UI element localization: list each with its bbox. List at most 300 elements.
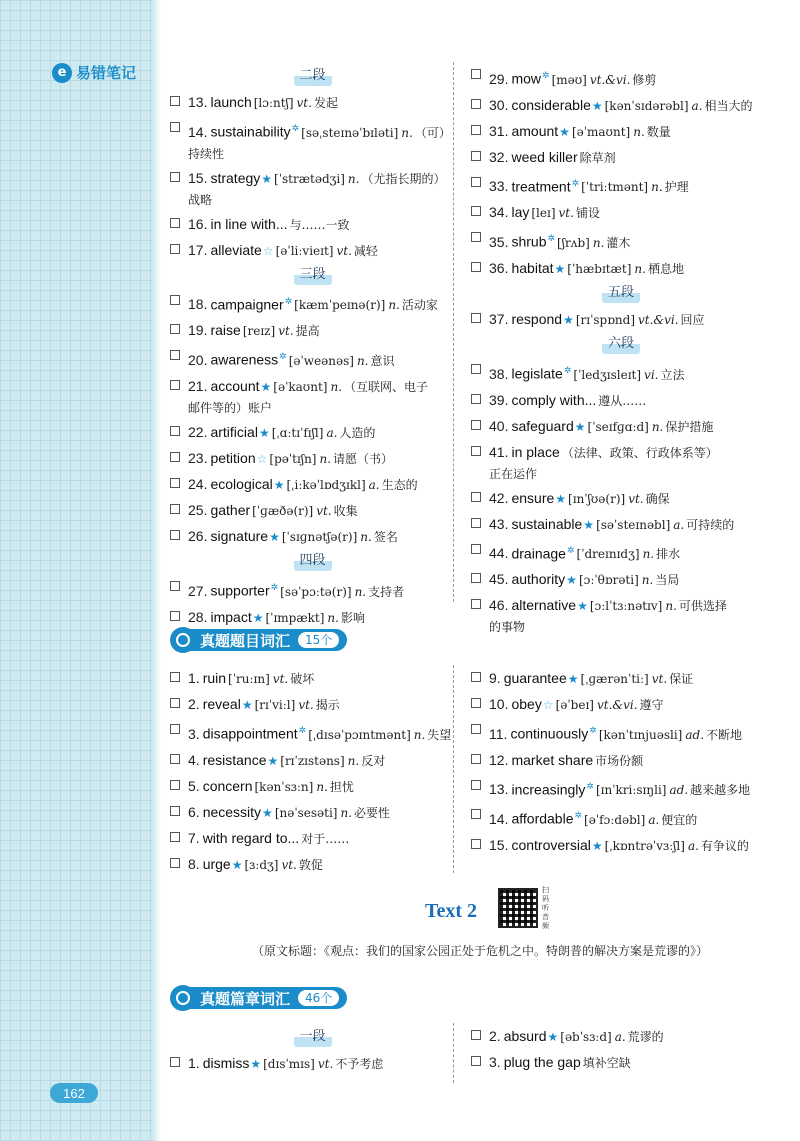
phonetic: [əˈmaʊnt] [571,124,631,139]
checkbox[interactable] [471,518,481,528]
star-icon: ★ [554,261,566,276]
checkbox[interactable] [170,780,180,790]
star-icon: ★ [262,805,273,820]
definition: 有争议的 [700,838,749,853]
checkbox[interactable] [471,754,481,764]
star-outline-icon: ☆ [256,451,268,466]
definition: 保护措施 [665,419,714,434]
entry-word: absurd [503,1028,547,1044]
entry-word: ensure [511,489,555,506]
column-divider [453,665,454,873]
definition: 反对 [361,753,386,768]
vocab-entry [170,345,455,372]
checkbox[interactable] [170,380,180,390]
definition: 请愿（书） [333,451,394,466]
frequency-icon: ✲ [566,544,575,555]
phonetic: [ʃrʌb] [557,235,590,250]
frequency-icon: ✲ [284,295,293,306]
part-of-speech: vt.&vi. [638,312,679,327]
star-icon: ★ [566,573,577,588]
checkbox[interactable] [471,698,481,708]
definition: 数量 [646,124,671,139]
entry-number: 11. [489,725,508,742]
phonetic: [ˌkɒntrəˈvɜːʃl] [604,838,685,853]
count-badge: 15个 [298,632,339,648]
vocab-entry [471,120,771,143]
checkbox[interactable] [471,125,481,135]
checkbox[interactable] [170,96,180,106]
vocab-entry [471,594,771,637]
definition: 担忧 [329,779,354,794]
definition: 敦促 [298,857,323,872]
entry-word: treatment [511,178,571,195]
vocab-entry [471,201,771,224]
magnifier-icon [170,627,196,653]
part-of-speech: vt. [298,698,314,712]
entry-number: 43. [489,515,509,532]
phonetic: [kənˈtɪnjuəsli] [598,727,683,742]
entry-number: 3. [489,1054,501,1070]
checkbox[interactable] [170,504,180,514]
definition-continued: 正在运作 [489,466,538,481]
part-of-speech: a. [648,812,660,827]
entry-word: comply with... [511,391,597,408]
entry-number: 39. [489,391,509,408]
entry-word: safeguard [511,417,574,434]
checkbox[interactable] [170,452,180,462]
frequency-icon: ✲ [563,364,572,375]
star-icon: ★ [269,529,280,544]
checkbox[interactable] [471,1056,481,1066]
vocab-entry [170,499,455,522]
part-of-speech: n. [651,180,663,195]
checkbox[interactable] [170,324,180,334]
part-of-speech: vt. [317,1057,334,1071]
definition: 影响 [340,610,365,625]
phonetic: [ˈɡæðə(r)] [252,503,314,518]
phonetic: [ˈsɪɡnətʃə(r)] [281,529,358,544]
entry-word: mow [511,70,542,87]
entry-number: 45. [489,571,509,588]
star-icon: ★ [241,698,253,712]
part-of-speech: n. [360,529,372,544]
checkbox[interactable] [170,581,180,591]
definition: （尤指长期的） [361,171,446,186]
definition: 确保 [645,491,670,506]
entry-number: 24. [188,475,208,492]
part-of-speech: n. [633,124,645,139]
definition: 可持续的 [686,517,735,532]
part-of-speech: vt. [296,96,312,110]
entry-word: drainage [511,545,566,562]
entry-number: 14. [188,123,208,140]
column-divider [453,62,454,602]
star-icon: ★ [261,171,273,186]
definition: （互联网、电子 [344,379,429,394]
checkbox[interactable] [170,611,180,621]
checkbox[interactable] [471,599,481,609]
checkbox[interactable] [170,672,180,682]
part-of-speech: n. [347,171,360,186]
entry-word: habitat [511,259,554,276]
phonetic: [məʊ] [551,72,587,87]
entry-number: 14. [489,810,509,827]
entry-number: 9. [489,670,501,686]
section-header-passage-vocab [170,985,347,1011]
entry-number: 41. [489,443,509,460]
magnifier-icon [170,985,196,1011]
part-of-speech: n. [651,419,664,434]
part-of-speech: n. [347,753,360,768]
part-of-speech: vt. [272,672,289,686]
paragraph-label: 一段 [294,1027,332,1047]
entry-word: supporter [210,582,270,599]
checkbox[interactable] [170,426,180,436]
definition: 遵从…… [598,393,647,408]
checkbox[interactable] [170,1057,180,1067]
definition: 失望 [427,727,452,742]
checkbox[interactable] [170,806,180,816]
entry-word: alternative [511,597,577,614]
paragraph-label: 三段 [294,265,332,285]
checkbox[interactable] [170,832,180,842]
vocab-entry [170,117,455,164]
page-number: 162 [50,1083,98,1103]
vocab-entry [471,568,771,591]
vocab-entry [170,775,455,798]
part-of-speech: vt.&vi. [596,698,638,712]
checkbox[interactable] [170,698,180,708]
entry-word: considerable [511,96,591,113]
vocab-entry [170,91,455,114]
entry-number: 23. [188,449,208,466]
frequency-icon: ✲ [279,351,287,362]
entry-word: awareness [210,351,279,368]
checkbox[interactable] [471,492,481,502]
part-of-speech: a. [687,838,699,853]
star-icon: ★ [267,753,279,768]
entry-word: in line with... [210,215,288,232]
definition: 除草剂 [579,150,616,165]
entry-number: 8. [188,855,200,872]
definition: 不断地 [706,727,743,742]
checkbox[interactable] [471,394,481,404]
vocab-entry [471,667,771,690]
vocab-entry [170,319,455,342]
vocab-entry [170,239,455,262]
checkbox[interactable] [471,672,481,682]
entry-number: 38. [489,365,509,382]
checkbox[interactable] [471,69,481,79]
checkbox[interactable] [471,364,481,374]
part-of-speech: n. [642,547,655,562]
definition: 人造的 [339,425,376,440]
definition-continued: 的事物 [489,620,526,635]
entry-word: obey [511,696,542,712]
phonetic: [rɪˈspɒnd] [575,312,635,327]
entry-word: artificial [210,423,258,440]
checkbox[interactable] [471,177,481,187]
checkbox[interactable] [170,724,180,734]
vocab-entry [170,213,455,236]
definition: 荒谬的 [627,1030,664,1044]
entry-word: sustainable [511,515,583,532]
vocab-entry [471,308,771,331]
vocab-entry [471,64,771,91]
entry-word: ecological [210,475,273,492]
checkbox[interactable] [170,295,180,305]
vocab-entry [170,801,455,824]
vocab-entry [471,172,771,199]
part-of-speech: n. [413,727,426,742]
checkbox[interactable] [471,573,481,583]
phonetic: [ɪnˈʃʊə(r)] [568,491,626,506]
vocab-entry [170,576,455,603]
brand-icon: e [52,63,72,83]
frequency-icon: ✲ [574,810,583,821]
part-of-speech: ad. [685,727,705,742]
phonetic: [səˈpɔːtə(r)] [280,584,352,599]
entry-number: 37. [489,310,509,327]
phonetic: [kənˈsɜːn] [254,779,314,794]
entry-word: urge [202,855,231,872]
vocab-entry [170,693,455,716]
checkbox[interactable] [471,839,481,849]
phonetic: [səˌsteɪnəˈbɪləti] [301,125,399,140]
section-label: 真题题目词汇 [200,631,291,650]
checkbox[interactable] [170,858,180,868]
definition-continued: 战略 [188,192,213,207]
phonetic: [nəˈsesəti] [274,805,338,820]
phonetic: [leɪ] [531,206,556,221]
definition: 修剪 [632,72,657,87]
vocab-entry [471,775,771,802]
entry-number: 25. [188,501,208,518]
star-icon: ★ [231,857,243,872]
part-of-speech: vi. [644,367,659,382]
part-of-speech: vt. [316,503,332,518]
entry-number: 26. [188,527,208,544]
vocab-entry [471,146,771,169]
phonetic: [kənˈsɪdərəbl] [604,98,689,113]
definition: 必要性 [354,805,391,820]
definition: 收集 [333,503,358,518]
checkbox[interactable] [471,151,481,161]
phonetic: [ˈɪmpækt] [265,610,325,625]
entry-word: respond [511,310,563,327]
checkbox[interactable] [471,544,481,554]
phonetic: [ɔːlˈtɜːnətɪv] [589,599,663,614]
definition: 市场份额 [595,753,644,768]
star-icon: ★ [591,838,603,853]
part-of-speech: n. [665,599,677,614]
definition: 减轻 [353,243,378,258]
star-icon: ★ [563,312,574,327]
phonetic: [ˈhæbɪtæt] [567,261,632,276]
checkbox[interactable] [471,446,481,456]
checkbox[interactable] [471,232,481,242]
entry-number: 44. [489,545,509,562]
vocab-entry [471,804,771,831]
entry-word: disappointment [202,725,298,742]
vocab-entry [471,487,771,510]
vocab-entry [170,375,455,418]
phonetic: [lɔːntʃ] [253,96,294,110]
entry-word: strategy [210,169,261,186]
entry-number: 7. [188,829,200,846]
vocab-column-top-right [471,64,771,640]
frequency-icon: ✲ [571,177,580,188]
frequency-icon: ✲ [291,123,300,133]
definition: 可供选择 [678,599,727,614]
checkbox[interactable] [170,478,180,488]
vocab-entry [471,513,771,536]
entry-number: 31. [489,122,509,139]
entry-number: 15. [188,169,208,186]
part-of-speech: vt. [558,206,574,221]
checkbox[interactable] [170,754,180,764]
vocab-entry [471,227,771,254]
phonetic: [ˈruːɪn] [228,672,270,686]
checkbox[interactable] [471,313,481,323]
vocab-entry [170,290,455,317]
checkbox[interactable] [471,206,481,216]
entry-number: 3. [188,725,200,742]
entry-number: 19. [188,322,208,339]
vocab-entry [170,719,455,746]
vocab-column-bottom-left [170,1025,455,1078]
entry-number: 17. [188,241,208,258]
definition: 排水 [656,547,681,562]
star-icon: ★ [583,517,595,532]
vocab-entry [170,1052,455,1075]
checkbox[interactable] [471,1030,481,1040]
entry-number: 18. [188,296,208,313]
entry-number: 42. [489,489,509,506]
checkbox[interactable] [170,122,180,132]
phonetic: [ɔːˈθɒrəti] [578,573,639,588]
phonetic: [ˈseɪfɡɑːd] [587,419,649,434]
part-of-speech: n. [401,125,413,140]
checkbox[interactable] [471,99,481,109]
vocab-entry [471,415,771,438]
frequency-icon: ✲ [586,780,594,791]
entry-word: concern [202,777,253,794]
star-icon: ★ [559,124,570,139]
entry-word: market share [511,751,594,768]
entry-word: legislate [511,365,563,382]
part-of-speech: a. [368,477,380,492]
part-of-speech: a. [326,425,338,440]
definition: 回应 [680,312,705,327]
vocab-entry [170,749,455,772]
sidebar-fade [153,0,161,1141]
entry-word: affordable [511,810,574,827]
entry-word: launch [210,94,252,110]
brand-logo [52,62,136,83]
checkbox[interactable] [471,809,481,819]
entry-word: plug the gap [503,1054,581,1070]
vocab-entry [170,667,455,690]
vocab-column-mid-right [471,667,771,860]
vocab-entry [471,359,771,386]
part-of-speech: vt. [336,243,352,258]
definition: 支持者 [368,584,405,599]
definition-continued: 持续性 [188,146,225,161]
part-of-speech: n. [340,805,353,820]
vocab-entry [471,1051,771,1074]
entry-word: continuously [510,725,589,742]
phonetic: [əˈfɔːdəbl] [584,812,646,827]
phonetic: [ˌiːkəˈlɒdʒɪkl] [286,477,366,492]
vocab-column-bottom-right [471,1025,771,1077]
entry-word: signature [210,527,269,544]
part-of-speech: n. [319,451,332,466]
vocab-column-mid-left [170,667,455,879]
star-icon: ★ [577,599,588,614]
qr-code[interactable] [498,888,538,928]
paragraph-label: 五段 [602,283,640,303]
phonetic: [reɪz] [242,324,276,339]
entry-word: lay [511,204,530,221]
star-icon: ★ [258,425,270,440]
checkbox[interactable] [471,420,481,430]
checkbox[interactable] [170,244,180,254]
part-of-speech: n. [592,235,605,250]
vocab-entry [471,749,771,772]
definition: 越来越多地 [690,783,751,798]
entry-number: 2. [489,1028,501,1044]
definition: 护理 [664,180,689,195]
vocab-entry [170,421,455,444]
phonetic: [ˌɡærənˈtiː] [580,672,649,686]
checkbox[interactable] [471,262,481,272]
entry-number: 32. [489,148,509,165]
part-of-speech: n. [327,610,339,625]
part-of-speech: n. [388,298,400,313]
part-of-speech: n. [316,779,328,794]
vocab-entry [471,693,771,716]
entry-word: gather [210,501,251,518]
phonetic: [səˈsteɪnəbl] [596,517,671,532]
definition: 与……一致 [289,217,350,232]
checkbox[interactable] [170,350,180,360]
phonetic: [ɜːdʒ] [244,857,279,872]
entry-number: 36. [489,259,509,276]
phonetic: [əˈliːvieɪt] [275,243,334,258]
checkbox[interactable] [471,724,481,734]
entry-word: increasingly [511,781,586,798]
entry-number: 35. [489,233,509,250]
phonetic: [kæmˈpeɪnə(r)] [294,298,386,313]
entry-number: 13. [188,94,208,110]
star-icon: ★ [250,1057,262,1071]
checkbox[interactable] [170,530,180,540]
star-icon: ★ [591,98,603,113]
checkbox[interactable] [170,172,180,182]
definition: 灌木 [606,235,631,250]
qr-caption: 扫码听音频 [542,886,549,930]
frequency-icon: ✲ [298,725,307,735]
paragraph-label: 四段 [294,551,332,571]
phonetic: [rɪˈzɪstəns] [280,753,345,768]
checkbox[interactable] [170,218,180,228]
frequency-icon: ✲ [589,725,597,735]
entry-number: 30. [489,96,509,113]
entry-number: 10. [489,696,509,712]
definition: 立法 [660,367,685,382]
checkbox[interactable] [471,780,481,790]
